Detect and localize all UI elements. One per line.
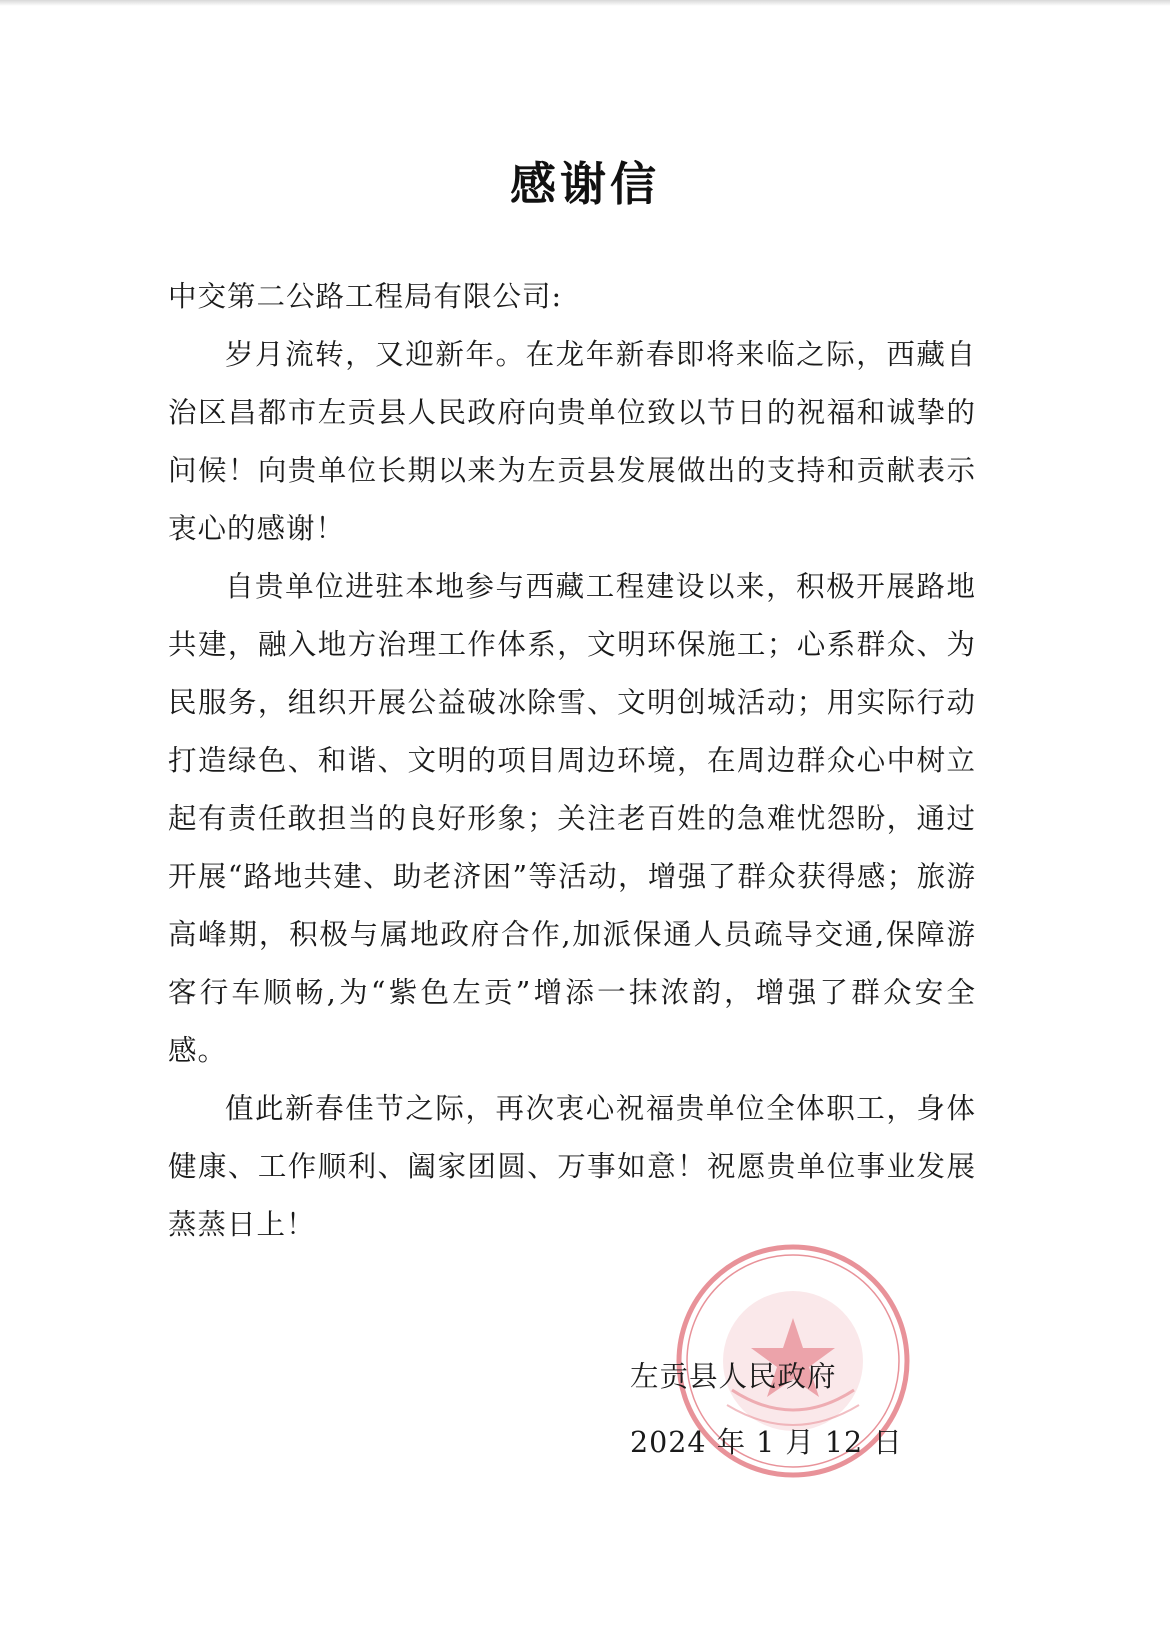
letter-title: 感谢信 bbox=[510, 157, 660, 211]
page-top-edge bbox=[0, 0, 1170, 6]
paragraph-1: 岁月流转，又迎新年。在龙年新春即将来临之际，西藏自治区昌都市左贡县人民政府向贵单位致以节日的祝福和诚挚的问候！向贵单位长期以来为左贡县发展做出的支持和贡献表示衷心的感谢！ bbox=[168, 338, 976, 545]
paragraph-3: 值此新春佳节之际，再次衷心祝福贵单位全体职工，身体健康、工作顺利、阖家团圆、万事如意！祝愿贵单位事业发展蒸蒸日上！ bbox=[168, 1092, 976, 1241]
paragraph-2: 自贵单位进驻本地参与西藏工程建设以来，积极开展路地共建，融入地方治理工作体系，文明环保施工；心系群众、为民服务，组织开展公益破冰除雪、文明创城活动；用实际行动打造绿色、和谐、文明的项目周边环境，在周边群众心中树立起有责任敢担当的良好形象；关注老百姓的急难忧怨盼，通过开展“路地共建、助老济困”等活动，增强了群众获得感；旅游高峰期，积极与属地政府合作,加派保通人员疏导交通,保障游客行车顺畅,为“紫色左贡”增添一抹浓韵，增强了群众安全感。 bbox=[168, 570, 976, 1067]
signature-org: 左贡县人民政府 bbox=[630, 1360, 837, 1393]
signature-date: 2024 年 1 月 12 日 bbox=[630, 1426, 903, 1459]
letter-body bbox=[168, 268, 976, 1254]
letter-salutation: 中交第二公路工程局有限公司: bbox=[168, 280, 563, 313]
